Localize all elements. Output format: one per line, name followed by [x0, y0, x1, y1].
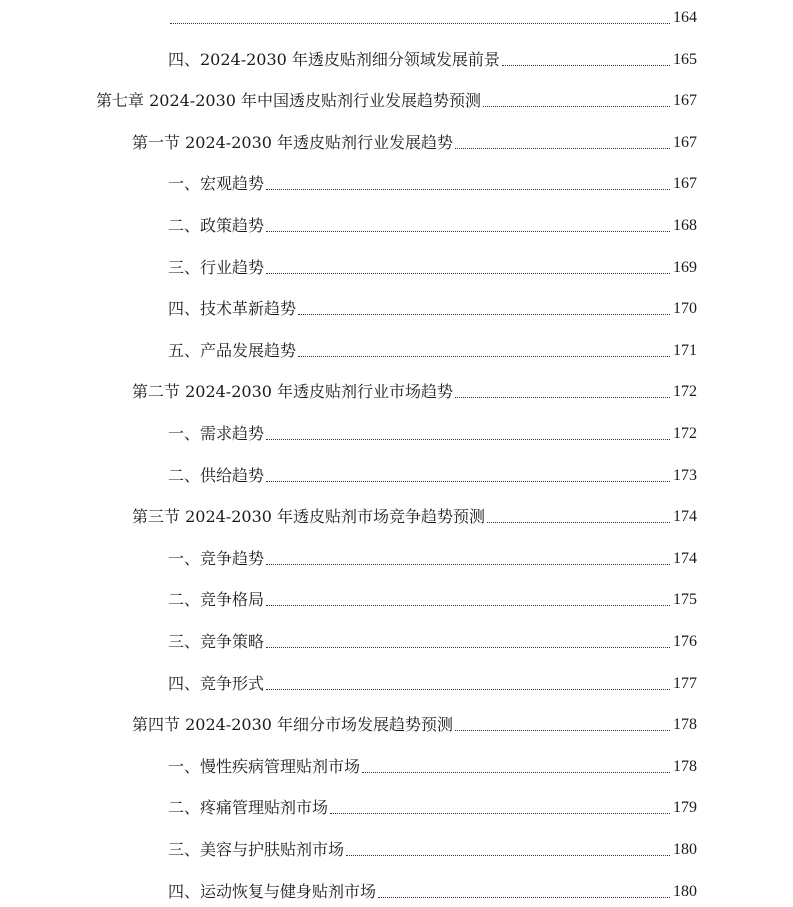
toc-entry[interactable]: [168, 586, 697, 610]
toc-dot-leader: [266, 424, 670, 444]
toc-entry[interactable]: [168, 462, 697, 486]
toc-page-number: 174: [673, 549, 697, 567]
toc-dot-leader: [266, 674, 670, 694]
toc-dot-leader: [266, 590, 670, 610]
toc-page-number: 179: [673, 799, 697, 817]
toc-page-number: 167: [673, 92, 697, 110]
toc-page-number: 170: [673, 300, 697, 318]
toc-entry-title: 四、竞争形式: [168, 673, 265, 693]
toc-page-number: 167: [673, 175, 697, 193]
toc-entry-title: 三、行业趋势: [168, 257, 265, 277]
toc-page-number: 180: [673, 882, 697, 900]
toc-entry[interactable]: [168, 670, 697, 694]
toc-entry[interactable]: [168, 420, 697, 444]
toc-entry-title: 三、竞争策略: [168, 632, 265, 651]
toc-dot-leader: [266, 216, 670, 236]
toc-entry-title: 二、政策趋势: [168, 216, 265, 235]
toc-dot-leader: [483, 91, 670, 111]
toc-dot-leader: [170, 8, 670, 28]
toc-dot-leader: [298, 341, 670, 361]
toc-entry-title: 第一节 2024-2030 年透皮贴剂行业发展趋势: [132, 132, 454, 152]
toc-entry-title: 四、技术革新趋势: [168, 299, 297, 319]
toc-dot-leader: [266, 466, 670, 486]
toc-page-number: 168: [673, 217, 697, 234]
toc-entry[interactable]: [132, 129, 697, 153]
toc-entry[interactable]: [168, 628, 697, 652]
toc-entry[interactable]: [132, 503, 697, 527]
toc-entry[interactable]: [96, 87, 697, 111]
toc-entry-title: 四、2024-2030 年透皮贴剂细分领域发展前景: [168, 49, 500, 69]
toc-entry-title: 一、竞争趋势: [168, 548, 265, 568]
toc-entry-title: 第三节 2024-2030 年透皮贴剂市场竞争趋势预测: [132, 507, 486, 527]
toc-entry-title: 第七章 2024-2030 年中国透皮贴剂行业发展趋势预测: [96, 91, 482, 111]
toc-entry-title: 三、美容与护肤贴剂市场: [168, 840, 345, 859]
toc-entry[interactable]: [132, 711, 697, 735]
toc-entry-title: 一、慢性疾病管理贴剂市场: [168, 756, 361, 776]
toc-entry-title: 二、竞争格局: [168, 590, 265, 610]
toc-page-number: 178: [673, 757, 697, 775]
toc-entry[interactable]: [168, 836, 697, 860]
toc-dot-leader: [298, 299, 670, 319]
toc-entry[interactable]: [168, 295, 697, 319]
toc-dot-leader: [266, 258, 670, 278]
toc-dot-leader: [330, 798, 670, 818]
toc-page-number: 167: [673, 133, 697, 151]
toc-entry[interactable]: [168, 170, 697, 194]
toc-entry[interactable]: [168, 46, 697, 70]
toc-entry-title: 一、宏观趋势: [168, 174, 265, 194]
toc-entry-title: 第四节 2024-2030 年细分市场发展趋势预测: [132, 715, 454, 735]
toc-dot-leader: [266, 632, 670, 652]
toc-page-number: 172: [673, 383, 697, 401]
toc-dot-leader: [362, 757, 670, 777]
toc-entry[interactable]: [168, 753, 697, 777]
toc-page-number: 175: [673, 591, 697, 609]
toc-dot-leader: [266, 549, 670, 569]
toc-page-number: 171: [673, 341, 697, 359]
toc-page-number: 174: [673, 508, 697, 526]
toc-entry[interactable]: [168, 254, 697, 278]
toc-dot-leader: [455, 382, 670, 402]
toc-page-number: 164: [673, 9, 697, 26]
toc-entry[interactable]: [168, 212, 697, 236]
toc-entry[interactable]: [168, 794, 697, 818]
toc-dot-leader: [378, 882, 670, 902]
toc-entry-title: 一、需求趋势: [168, 424, 265, 443]
toc-dot-leader: [455, 715, 670, 735]
toc-entry[interactable]: [132, 378, 697, 402]
toc-entry-title: 五、产品发展趋势: [168, 340, 297, 360]
toc-page-number: 176: [673, 633, 697, 650]
toc-entry[interactable]: [168, 337, 697, 361]
toc-entry-title: 二、供给趋势: [168, 465, 265, 485]
toc-dot-leader: [487, 507, 670, 527]
toc-entry[interactable]: [168, 878, 697, 902]
toc-page-number: 177: [673, 674, 697, 692]
toc-entry[interactable]: [168, 545, 697, 569]
toc-dot-leader: [346, 840, 670, 860]
toc-entry-title: 二、疼痛管理贴剂市场: [168, 798, 329, 818]
toc-page-number: 172: [673, 425, 697, 442]
toc-page-number: 173: [673, 466, 697, 484]
toc-page-number: 180: [673, 841, 697, 858]
toc-page-number: 165: [673, 50, 697, 68]
toc-dot-leader: [502, 50, 670, 70]
toc-page-number: 178: [673, 716, 697, 734]
toc-dot-leader: [266, 174, 670, 194]
toc-entry-title: 第二节 2024-2030 年透皮贴剂行业市场趋势: [132, 382, 454, 402]
toc-page-number: 169: [673, 258, 697, 276]
toc-dot-leader: [455, 133, 670, 153]
toc-entry[interactable]: [168, 4, 697, 28]
toc-entry-title: 四、运动恢复与健身贴剂市场: [168, 881, 377, 901]
